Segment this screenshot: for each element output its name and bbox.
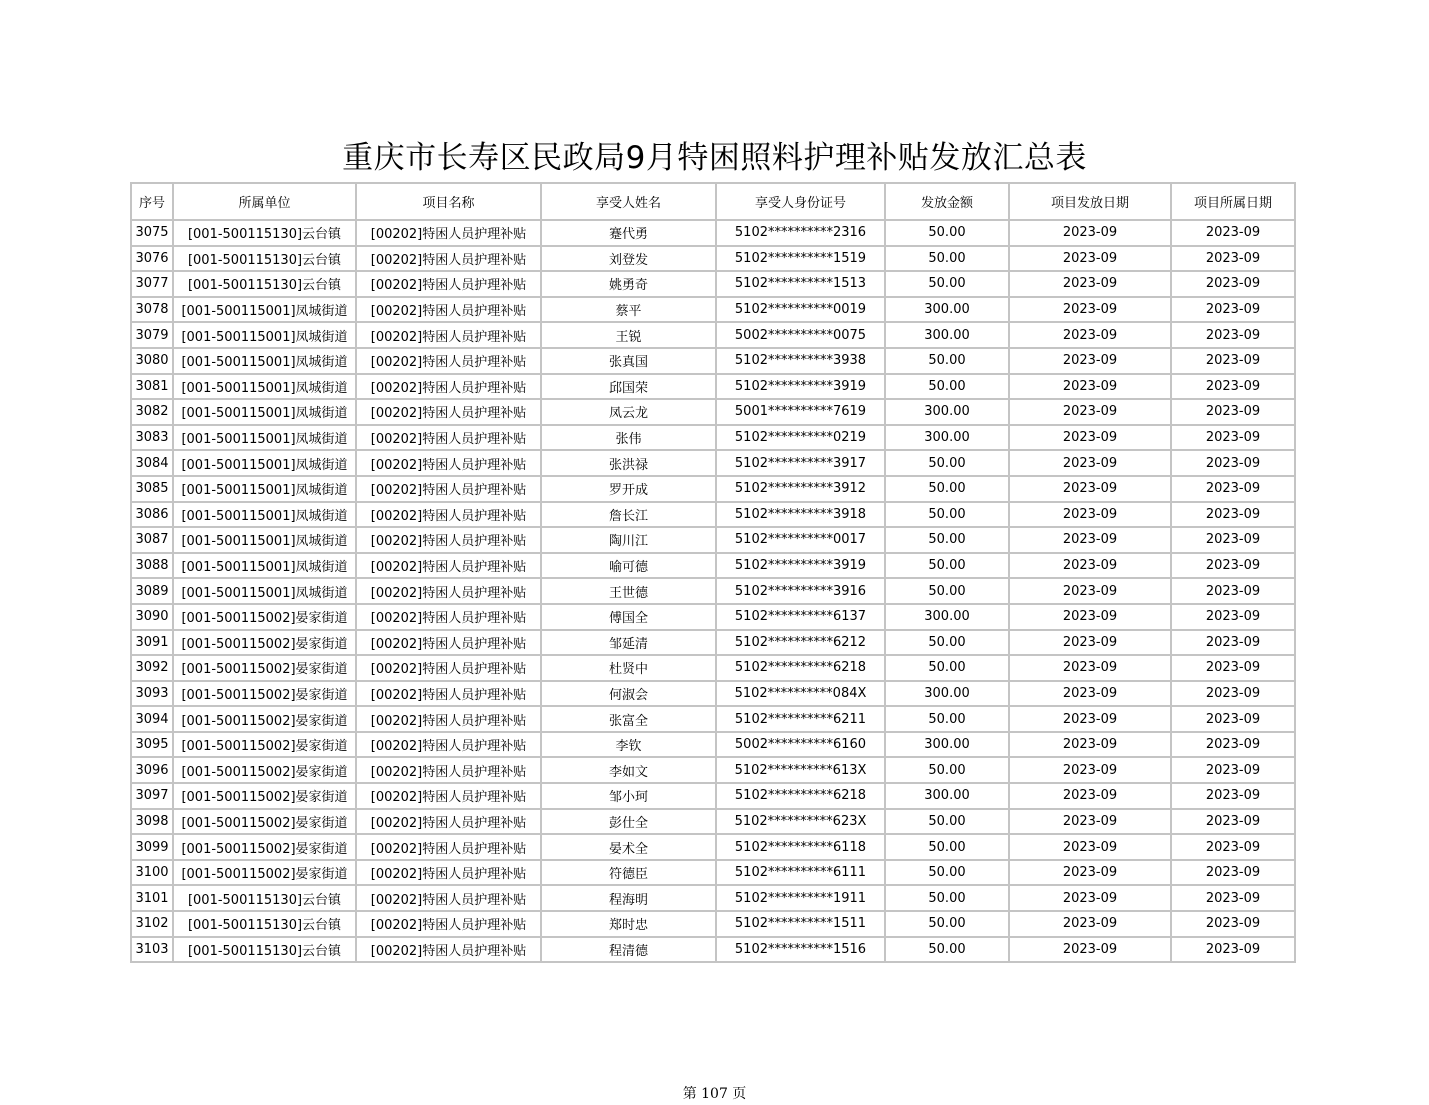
table-row [131,220,1295,246]
cell-col-serial: 3078 [131,297,173,323]
cell-col-amount: 50.00 [885,271,1009,297]
cell-col-id-number: 5002**********0075 [716,322,885,348]
cell-col-serial: 3093 [131,681,173,707]
table-row [131,322,1295,348]
header-row [131,183,1295,220]
cell-col-amount: 50.00 [885,348,1009,374]
cell-col-id-number: 5102**********3919 [716,374,885,400]
cell-col-period: 2023-09 [1171,834,1295,860]
cell-col-id-number: 5102**********6111 [716,860,885,886]
cell-col-name: 张洪禄 [541,450,716,476]
cell-col-project: [00202]特困人员护理补贴 [356,604,541,630]
cell-col-project: [00202]特困人员护理补贴 [356,527,541,553]
cell-col-serial: 3100 [131,860,173,886]
cell-col-serial: 3095 [131,732,173,758]
cell-col-issue-date: 2023-09 [1009,783,1171,809]
cell-col-id-number: 5102**********3917 [716,450,885,476]
cell-col-project: [00202]特困人员护理补贴 [356,297,541,323]
cell-col-serial: 3103 [131,937,173,963]
cell-col-issue-date: 2023-09 [1009,348,1171,374]
cell-col-serial: 3102 [131,911,173,937]
cell-col-period: 2023-09 [1171,911,1295,937]
cell-col-project: [00202]特困人员护理补贴 [356,450,541,476]
cell-col-issue-date: 2023-09 [1009,297,1171,323]
cell-col-amount: 300.00 [885,681,1009,707]
cell-col-project: [00202]特困人员护理补贴 [356,681,541,707]
cell-col-project: [00202]特困人员护理补贴 [356,425,541,451]
table-row [131,399,1295,425]
cell-col-unit: [001-500115002]晏家街道 [173,809,356,835]
header-col-period: 项目所属日期 [1171,183,1295,220]
cell-col-serial: 3089 [131,578,173,604]
header-col-unit: 所属单位 [173,183,356,220]
cell-col-name: 郑时忠 [541,911,716,937]
cell-col-name: 凤云龙 [541,399,716,425]
table-row [131,502,1295,528]
table-row [131,706,1295,732]
cell-col-issue-date: 2023-09 [1009,322,1171,348]
cell-col-period: 2023-09 [1171,527,1295,553]
cell-col-name: 傅国全 [541,604,716,630]
cell-col-unit: [001-500115001]凤城街道 [173,476,356,502]
cell-col-project: [00202]特困人员护理补贴 [356,834,541,860]
cell-col-unit: [001-500115001]凤城街道 [173,450,356,476]
cell-col-period: 2023-09 [1171,681,1295,707]
cell-col-id-number: 5102**********1513 [716,271,885,297]
cell-col-serial: 3081 [131,374,173,400]
cell-col-amount: 50.00 [885,706,1009,732]
cell-col-serial: 3087 [131,527,173,553]
table-header [131,183,1295,220]
cell-col-issue-date: 2023-09 [1009,604,1171,630]
table-row [131,885,1295,911]
cell-col-amount: 50.00 [885,937,1009,963]
header-col-amount: 发放金额 [885,183,1009,220]
cell-col-name: 陶川江 [541,527,716,553]
cell-col-unit: [001-500115001]凤城街道 [173,425,356,451]
table-row [131,860,1295,886]
cell-col-amount: 50.00 [885,553,1009,579]
cell-col-unit: [001-500115001]凤城街道 [173,297,356,323]
table-row [131,655,1295,681]
cell-col-amount: 50.00 [885,834,1009,860]
cell-col-issue-date: 2023-09 [1009,911,1171,937]
table-row [131,374,1295,400]
cell-col-issue-date: 2023-09 [1009,425,1171,451]
table-row [131,834,1295,860]
cell-col-unit: [001-500115130]云台镇 [173,220,356,246]
cell-col-period: 2023-09 [1171,399,1295,425]
cell-col-amount: 50.00 [885,502,1009,528]
cell-col-project: [00202]特困人员护理补贴 [356,374,541,400]
cell-col-project: [00202]特困人员护理补贴 [356,630,541,656]
cell-col-unit: [001-500115002]晏家街道 [173,860,356,886]
cell-col-period: 2023-09 [1171,757,1295,783]
cell-col-period: 2023-09 [1171,220,1295,246]
cell-col-amount: 300.00 [885,783,1009,809]
cell-col-unit: [001-500115002]晏家街道 [173,706,356,732]
cell-col-id-number: 5102**********0219 [716,425,885,451]
cell-col-period: 2023-09 [1171,732,1295,758]
cell-col-amount: 50.00 [885,450,1009,476]
cell-col-amount: 50.00 [885,374,1009,400]
cell-col-issue-date: 2023-09 [1009,681,1171,707]
cell-col-period: 2023-09 [1171,937,1295,963]
cell-col-id-number: 5102**********3918 [716,502,885,528]
cell-col-issue-date: 2023-09 [1009,860,1171,886]
cell-col-id-number: 5102**********0019 [716,297,885,323]
cell-col-name: 王世德 [541,578,716,604]
cell-col-amount: 50.00 [885,757,1009,783]
cell-col-unit: [001-500115001]凤城街道 [173,553,356,579]
cell-col-period: 2023-09 [1171,860,1295,886]
cell-col-name: 蹇代勇 [541,220,716,246]
cell-col-issue-date: 2023-09 [1009,399,1171,425]
cell-col-unit: [001-500115001]凤城街道 [173,502,356,528]
header-col-issue-date: 项目发放日期 [1009,183,1171,220]
header-col-name: 享受人姓名 [541,183,716,220]
cell-col-name: 刘登发 [541,246,716,272]
cell-col-name: 邹小珂 [541,783,716,809]
cell-col-serial: 3096 [131,757,173,783]
cell-col-serial: 3085 [131,476,173,502]
cell-col-period: 2023-09 [1171,297,1295,323]
cell-col-name: 邹延清 [541,630,716,656]
cell-col-name: 杜贤中 [541,655,716,681]
cell-col-project: [00202]特困人员护理补贴 [356,348,541,374]
cell-col-unit: [001-500115002]晏家街道 [173,630,356,656]
cell-col-issue-date: 2023-09 [1009,630,1171,656]
cell-col-amount: 50.00 [885,578,1009,604]
cell-col-unit: [001-500115001]凤城街道 [173,527,356,553]
cell-col-name: 张真国 [541,348,716,374]
table-row [131,783,1295,809]
cell-col-project: [00202]特困人员护理补贴 [356,757,541,783]
cell-col-project: [00202]特困人员护理补贴 [356,732,541,758]
cell-col-issue-date: 2023-09 [1009,578,1171,604]
cell-col-period: 2023-09 [1171,783,1295,809]
cell-col-period: 2023-09 [1171,655,1295,681]
cell-col-id-number: 5102**********6218 [716,655,885,681]
cell-col-period: 2023-09 [1171,425,1295,451]
cell-col-period: 2023-09 [1171,322,1295,348]
cell-col-serial: 3077 [131,271,173,297]
cell-col-issue-date: 2023-09 [1009,527,1171,553]
cell-col-id-number: 5102**********6137 [716,604,885,630]
cell-col-project: [00202]特困人员护理补贴 [356,655,541,681]
cell-col-issue-date: 2023-09 [1009,246,1171,272]
header-col-id-number: 享受人身份证号 [716,183,885,220]
table-row [131,937,1295,963]
cell-col-amount: 300.00 [885,297,1009,323]
cell-col-serial: 3076 [131,246,173,272]
cell-col-unit: [001-500115001]凤城街道 [173,348,356,374]
cell-col-unit: [001-500115002]晏家街道 [173,834,356,860]
cell-col-serial: 3075 [131,220,173,246]
cell-col-id-number: 5102**********3912 [716,476,885,502]
cell-col-unit: [001-500115130]云台镇 [173,271,356,297]
table-row [131,911,1295,937]
cell-col-name: 张富全 [541,706,716,732]
cell-col-id-number: 5102**********623X [716,809,885,835]
cell-col-name: 李钦 [541,732,716,758]
cell-col-unit: [001-500115130]云台镇 [173,246,356,272]
cell-col-amount: 50.00 [885,885,1009,911]
cell-col-project: [00202]特困人员护理补贴 [356,246,541,272]
cell-col-serial: 3101 [131,885,173,911]
cell-col-project: [00202]特困人员护理补贴 [356,911,541,937]
cell-col-issue-date: 2023-09 [1009,450,1171,476]
cell-col-amount: 50.00 [885,220,1009,246]
cell-col-id-number: 5102**********3916 [716,578,885,604]
cell-col-issue-date: 2023-09 [1009,476,1171,502]
cell-col-name: 符德臣 [541,860,716,886]
cell-col-issue-date: 2023-09 [1009,220,1171,246]
cell-col-serial: 3083 [131,425,173,451]
table-row [131,476,1295,502]
cell-col-amount: 50.00 [885,527,1009,553]
cell-col-period: 2023-09 [1171,348,1295,374]
cell-col-serial: 3091 [131,630,173,656]
cell-col-name: 何淑会 [541,681,716,707]
cell-col-name: 晏术全 [541,834,716,860]
table-row [131,809,1295,835]
cell-col-name: 程清德 [541,937,716,963]
table-row [131,553,1295,579]
cell-col-name: 程海明 [541,885,716,911]
cell-col-id-number: 5102**********6211 [716,706,885,732]
table-row [131,681,1295,707]
cell-col-period: 2023-09 [1171,630,1295,656]
cell-col-project: [00202]特困人员护理补贴 [356,783,541,809]
cell-col-id-number: 5102**********6212 [716,630,885,656]
cell-col-unit: [001-500115001]凤城街道 [173,322,356,348]
cell-col-period: 2023-09 [1171,246,1295,272]
cell-col-unit: [001-500115001]凤城街道 [173,578,356,604]
cell-col-issue-date: 2023-09 [1009,834,1171,860]
cell-col-unit: [001-500115002]晏家街道 [173,681,356,707]
cell-col-id-number: 5102**********1519 [716,246,885,272]
cell-col-id-number: 5102**********1911 [716,885,885,911]
cell-col-project: [00202]特困人员护理补贴 [356,937,541,963]
table-row [131,757,1295,783]
cell-col-project: [00202]特困人员护理补贴 [356,706,541,732]
cell-col-unit: [001-500115001]凤城街道 [173,399,356,425]
cell-col-id-number: 5102**********0017 [716,527,885,553]
cell-col-name: 李如文 [541,757,716,783]
table-row [131,578,1295,604]
cell-col-period: 2023-09 [1171,502,1295,528]
cell-col-amount: 300.00 [885,322,1009,348]
table-row [131,246,1295,272]
table-row [131,297,1295,323]
cell-col-id-number: 5102**********084X [716,681,885,707]
cell-col-name: 罗开成 [541,476,716,502]
cell-col-unit: [001-500115130]云台镇 [173,885,356,911]
cell-col-issue-date: 2023-09 [1009,757,1171,783]
cell-col-name: 彭仕全 [541,809,716,835]
cell-col-amount: 300.00 [885,732,1009,758]
cell-col-id-number: 5102**********3919 [716,553,885,579]
cell-col-serial: 3082 [131,399,173,425]
cell-col-issue-date: 2023-09 [1009,937,1171,963]
cell-col-serial: 3099 [131,834,173,860]
cell-col-project: [00202]特困人员护理补贴 [356,885,541,911]
table-row [131,348,1295,374]
table-body [131,220,1295,962]
table-row [131,604,1295,630]
cell-col-issue-date: 2023-09 [1009,732,1171,758]
cell-col-name: 邱国荣 [541,374,716,400]
cell-col-period: 2023-09 [1171,374,1295,400]
cell-col-unit: [001-500115002]晏家街道 [173,783,356,809]
cell-col-project: [00202]特困人员护理补贴 [356,220,541,246]
cell-col-id-number: 5002**********6160 [716,732,885,758]
cell-col-period: 2023-09 [1171,553,1295,579]
cell-col-period: 2023-09 [1171,885,1295,911]
header-col-serial: 序号 [131,183,173,220]
cell-col-project: [00202]特困人员护理补贴 [356,476,541,502]
cell-col-id-number: 5102**********2316 [716,220,885,246]
cell-col-unit: [001-500115002]晏家街道 [173,757,356,783]
cell-col-serial: 3097 [131,783,173,809]
table-row [131,732,1295,758]
cell-col-amount: 50.00 [885,809,1009,835]
cell-col-project: [00202]特困人员护理补贴 [356,399,541,425]
cell-col-period: 2023-09 [1171,476,1295,502]
cell-col-serial: 3079 [131,322,173,348]
cell-col-unit: [001-500115130]云台镇 [173,911,356,937]
cell-col-project: [00202]特困人员护理补贴 [356,809,541,835]
cell-col-serial: 3092 [131,655,173,681]
cell-col-issue-date: 2023-09 [1009,706,1171,732]
cell-col-project: [00202]特困人员护理补贴 [356,271,541,297]
cell-col-amount: 50.00 [885,476,1009,502]
cell-col-amount: 50.00 [885,630,1009,656]
cell-col-unit: [001-500115002]晏家街道 [173,655,356,681]
cell-col-amount: 50.00 [885,655,1009,681]
cell-col-amount: 300.00 [885,425,1009,451]
cell-col-unit: [001-500115001]凤城街道 [173,374,356,400]
cell-col-unit: [001-500115130]云台镇 [173,937,356,963]
cell-col-amount: 300.00 [885,399,1009,425]
cell-col-period: 2023-09 [1171,809,1295,835]
table-row [131,425,1295,451]
cell-col-name: 张伟 [541,425,716,451]
cell-col-unit: [001-500115002]晏家街道 [173,732,356,758]
cell-col-serial: 3088 [131,553,173,579]
header-col-project: 项目名称 [356,183,541,220]
cell-col-project: [00202]特困人员护理补贴 [356,553,541,579]
cell-col-serial: 3098 [131,809,173,835]
page-number: 第 107 页 [682,1086,747,1102]
cell-col-issue-date: 2023-09 [1009,271,1171,297]
cell-col-serial: 3084 [131,450,173,476]
cell-col-name: 蔡平 [541,297,716,323]
table-row [131,527,1295,553]
cell-col-amount: 300.00 [885,604,1009,630]
cell-col-id-number: 5102**********6118 [716,834,885,860]
cell-col-name: 姚勇奇 [541,271,716,297]
cell-col-amount: 50.00 [885,246,1009,272]
cell-col-serial: 3080 [131,348,173,374]
cell-col-period: 2023-09 [1171,450,1295,476]
cell-col-id-number: 5102**********3938 [716,348,885,374]
cell-col-serial: 3094 [131,706,173,732]
cell-col-period: 2023-09 [1171,578,1295,604]
table-row [131,630,1295,656]
table-row [131,450,1295,476]
cell-col-serial: 3090 [131,604,173,630]
cell-col-period: 2023-09 [1171,271,1295,297]
cell-col-amount: 50.00 [885,860,1009,886]
cell-col-name: 詹长江 [541,502,716,528]
cell-col-project: [00202]特困人员护理补贴 [356,322,541,348]
cell-col-unit: [001-500115002]晏家街道 [173,604,356,630]
cell-col-name: 喻可德 [541,553,716,579]
subsidy-table [130,182,1296,963]
cell-col-project: [00202]特困人员护理补贴 [356,578,541,604]
cell-col-id-number: 5102**********6218 [716,783,885,809]
cell-col-id-number: 5102**********1511 [716,911,885,937]
cell-col-issue-date: 2023-09 [1009,655,1171,681]
table-row [131,271,1295,297]
cell-col-amount: 50.00 [885,911,1009,937]
cell-col-name: 王锐 [541,322,716,348]
cell-col-issue-date: 2023-09 [1009,885,1171,911]
cell-col-serial: 3086 [131,502,173,528]
cell-col-id-number: 5102**********1516 [716,937,885,963]
cell-col-issue-date: 2023-09 [1009,809,1171,835]
cell-col-period: 2023-09 [1171,706,1295,732]
cell-col-issue-date: 2023-09 [1009,553,1171,579]
cell-col-project: [00202]特困人员护理补贴 [356,860,541,886]
cell-col-id-number: 5102**********613X [716,757,885,783]
cell-col-id-number: 5001**********7619 [716,399,885,425]
cell-col-issue-date: 2023-09 [1009,374,1171,400]
document-title: 重庆市长寿区民政局9月特困照料护理补贴发放汇总表 [342,140,1087,176]
cell-col-issue-date: 2023-09 [1009,502,1171,528]
cell-col-project: [00202]特困人员护理补贴 [356,502,541,528]
cell-col-period: 2023-09 [1171,604,1295,630]
